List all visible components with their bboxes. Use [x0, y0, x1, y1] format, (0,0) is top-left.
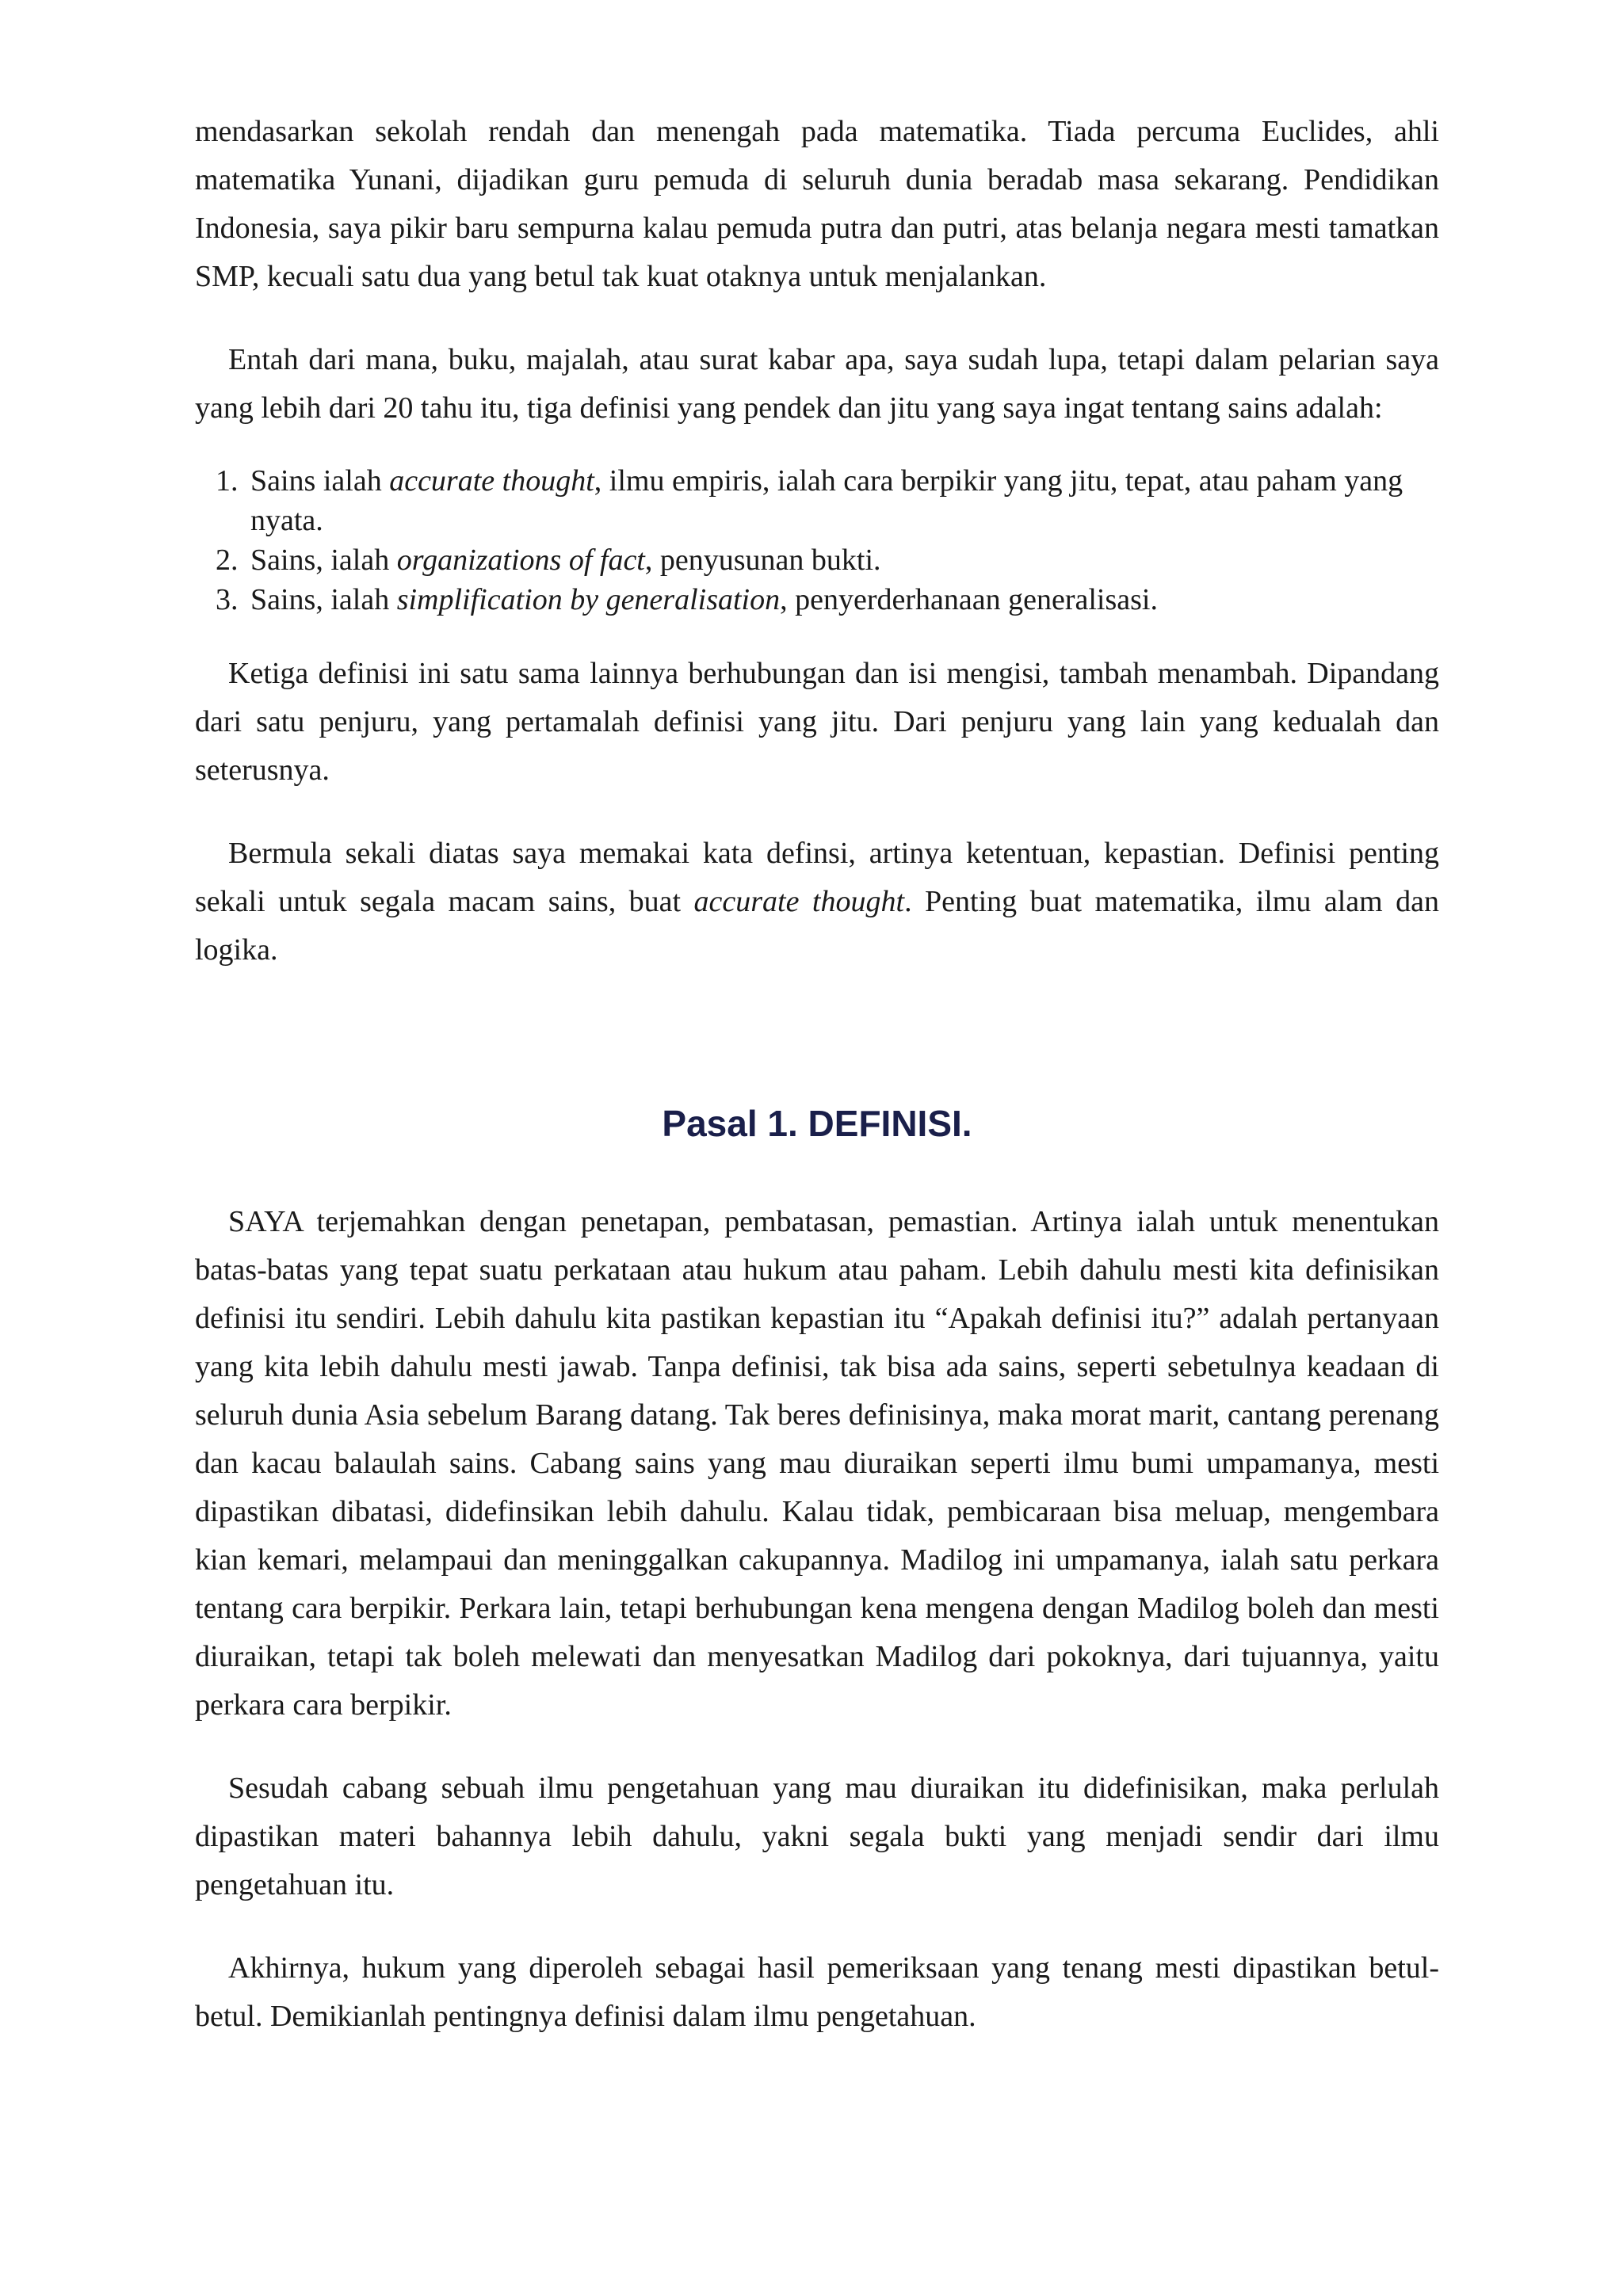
- paragraph-opening: mendasarkan sekolah rendah dan menengah pada matematika. Tiada percuma Euclides, ahli matematika Yunani, dijadikan guru pemuda di seluruh dunia beradab masa sekarang. Pendidikan Indonesia, saya pikir baru sempurna kalau pemuda putra dan putri, atas belanja negara mesti tamatkan SMP, kecuali satu dua yang betul tak kuat otaknya untuk menjalankan.: [195, 115, 1439, 293]
- list-item: [246, 461, 1439, 540]
- paragraph-sesudah: Sesudah cabang sebuah ilmu pengetahuan yang mau diuraikan itu didefinisikan, maka perlulah dipastikan materi bahannya lebih dahulu, yakni segala bukti yang menjadi sendir dari ilmu pengetahuan itu.: [195, 1772, 1439, 1901]
- definition-text: , penyusunan bukti.: [644, 543, 881, 577]
- definition-term: simplification by generalisation: [396, 583, 781, 616]
- paragraph-akhirnya: Akhirnya, hukum yang diperoleh sebagai hasil pemeriksaan yang tenang mesti dipastikan betul-betul. Demikianlah pentingnya definisi dalam ilmu pengetahuan.: [195, 1951, 1439, 2033]
- paragraph-text: . Penting buat matematika, ilmu alam dan logika.: [195, 885, 1439, 967]
- section-heading: Pasal 1. DEFINISI.: [662, 1103, 972, 1144]
- paragraph-text: Bermula sekali diatas saya memakai kata definsi, artinya ketentuan, kepastian. Definisi penting sekali untuk segala macam sains, buat: [195, 837, 1439, 918]
- definition-term: accurate thought: [389, 464, 594, 498]
- definitions-list: [195, 461, 1439, 620]
- list-item: [246, 540, 1439, 580]
- definition-text: Sains, ialah: [250, 583, 397, 616]
- definition-text: , ilmu empiris, ialah cara berpikir yang jitu, tepat, atau paham yang nyata.: [250, 464, 1403, 537]
- paragraph-saya: SAYA terjemahkan dengan penetapan, pembatasan, pemastian. Artinya ialah untuk menentukan batas-batas yang tepat suatu perkataan atau hukum atau paham. Lebih dahulu mesti kita definisikan definisi itu sendiri. Lebih dahulu kita pastikan kepastian itu “Apakah definisi itu?” adalah pertanyaan yang kita lebih dahulu mesti jawab. Tanpa definisi, tak bisa ada sains, seperti sebetulnya keadaan di seluruh dunia Asia sebelum Barang datang. Tak beres definisinya, maka morat marit, cantang perenang dan kacau balaulah sains. Cabang sains yang mau diuraikan seperti ilmu bumi umpamanya, mesti dipastikan dibatasi, didefinsikan lebih dahulu. Kalau tidak, pembicaraan bisa meluap, mengembara kian kemari, melampaui dan meninggalkan cakupannya. Madilog ini umpamanya, ialah satu perkara tentang cara berpikir. Perkara lain, tetapi berhubungan kena mengena dengan Madilog boleh dan mesti diuraikan, tetapi tak boleh melewati dan menyesatkan Madilog dari pokoknya, dari tujuannya, yaitu perkara cara berpikir.: [195, 1205, 1439, 1722]
- definition-text: Sains, ialah: [250, 543, 397, 577]
- list-item: [246, 580, 1439, 620]
- page-content: [195, 108, 1439, 2041]
- definition-text: Sains ialah: [250, 464, 390, 498]
- paragraph-ketiga: Ketiga definisi ini satu sama lainnya berhubungan dan isi mengisi, tambah menambah. Dipandang dari satu penjuru, yang pertamalah definisi yang jitu. Dari penjuru yang lain yang kedualah dan seterusnya.: [195, 657, 1439, 787]
- paragraph-term: accurate thought: [693, 885, 905, 918]
- paragraph-bermula: [195, 830, 1439, 974]
- paragraph-entah: Entah dari mana, buku, majalah, atau surat kabar apa, saya sudah lupa, tetapi dalam pelarian saya yang lebih dari 20 tahu itu, tiga definisi yang pendek dan jitu yang saya ingat tentang sains adalah:: [195, 343, 1439, 425]
- definition-term: organizations of fact: [396, 543, 645, 577]
- definition-text: , penyerderhanaan generalisasi.: [780, 583, 1158, 616]
